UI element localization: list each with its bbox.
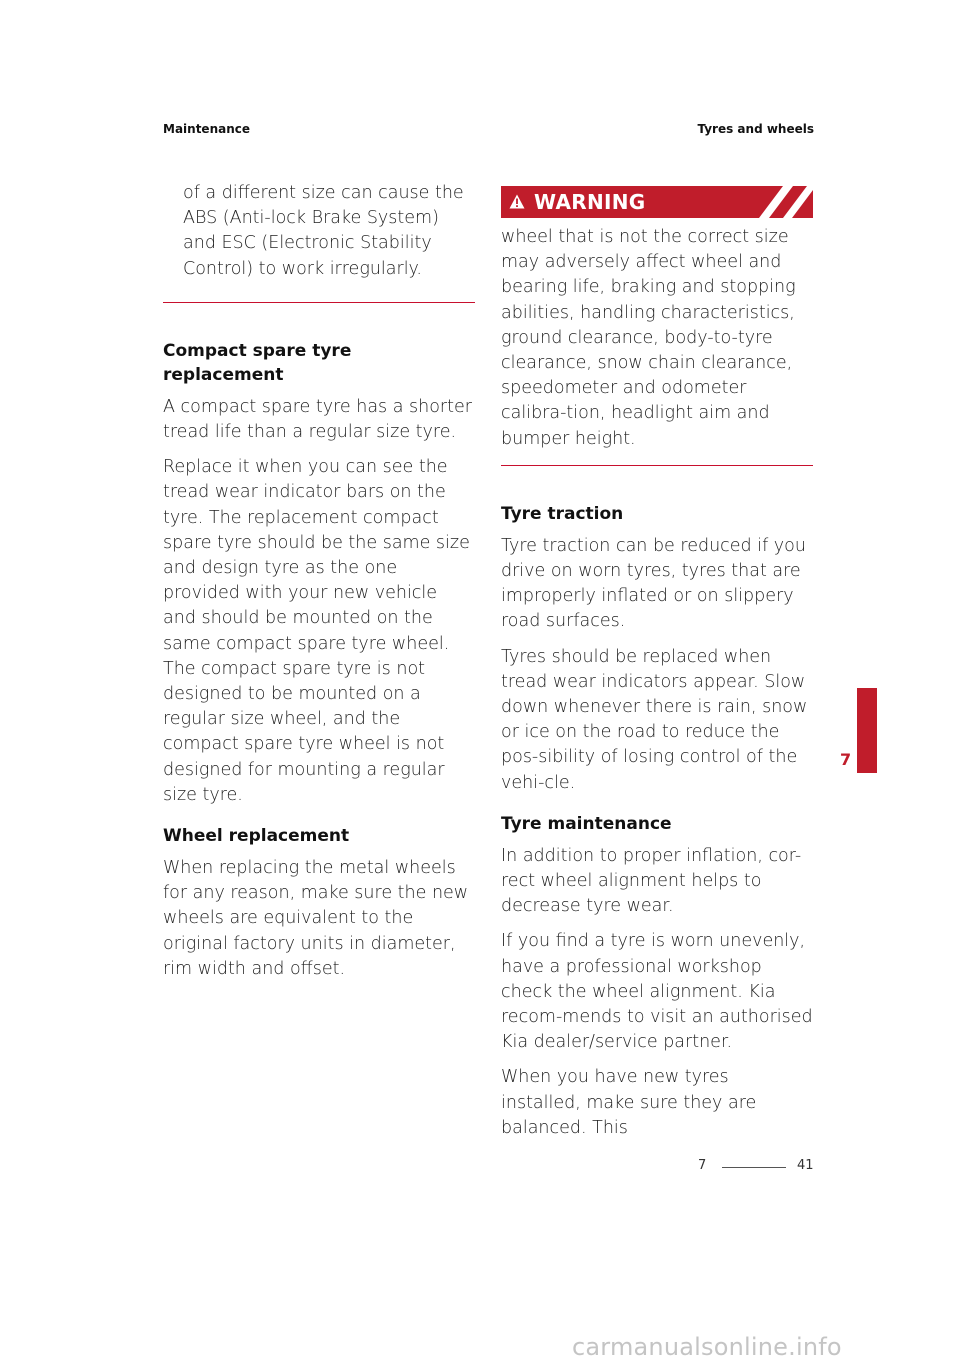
wheel-replacement-paragraph: When replacing the metal wheels for any reason, make sure the new wheels are equivalent to the original factory units in diameter, rim width and offset. <box>163 858 469 979</box>
left-column <box>163 181 475 992</box>
footer-divider <box>722 1167 786 1168</box>
header-section: Maintenance <box>163 122 251 136</box>
warning-text: wheel that is not the correct size may adversely affect wheel and bearing life, braking and stopping abilities, handling characteristics, ground clearance, body-to-tyre clearance, snow chain clearance, speedometer and odometer calibra-tion, headlight aim and bumper height. <box>501 227 796 449</box>
compact-spare-heading: Compact spare tyre replacement <box>163 340 352 385</box>
wheel-replacement-heading: Wheel replacement <box>163 826 350 847</box>
warning-triangle-icon <box>509 194 525 209</box>
tyre-traction-paragraph-1: Tyre traction can be reduced if you drive on worn tyres, tyres that are improperly inflated or on slippery road surfaces. <box>501 535 806 632</box>
warning-stripes <box>753 186 813 218</box>
tyre-traction-paragraph-2: Tyres should be replaced when tread wear indicators appear. Slow down whenever there is rain, snow or ice on the road to reduce the pos-sibility of losing control of the vehi-cle. <box>501 646 808 793</box>
compact-spare-paragraph-2: Replace it when you can see the tread wear indicator bars on the tyre. The replacement compact spare tyre should be the same size and design tyre as the one provided with your new vehicle and should be mounted on the same compact spare tyre wheel. The compact spare tyre is not designed to be mounted on a regular size wheel, and the compact spare tyre wheel is not designed for mounting a regular size tyre. <box>163 457 470 805</box>
right-column <box>501 186 813 1151</box>
tyre-maintenance-paragraph-3: When you have new tyres installed, make sure they are balanced. This <box>501 1067 757 1138</box>
footer-chapter: 7 <box>698 1158 707 1173</box>
chapter-side-number: 7 <box>840 750 852 769</box>
watermark: carmanualsonline.info <box>572 1333 842 1361</box>
warning-title: WARNING <box>534 190 646 214</box>
tyre-maintenance-paragraph-2: If you find a tyre is worn unevenly, have a professional workshop check the wheel alignment. Kia recom-mends to visit an authorised Kia dealer/service partner. <box>501 931 813 1053</box>
warning-banner <box>501 186 813 218</box>
page-number: 41 <box>797 1158 814 1173</box>
tyre-traction-heading: Tyre traction <box>501 503 624 524</box>
compact-spare-paragraph-1: A compact spare tyre has a shorter tread life than a regular size tyre. <box>163 396 472 443</box>
continuation-text: of a different size can cause the ABS (Anti-lock Brake System) and ESC (Electronic Stability Control) to work irregularly. <box>183 183 464 279</box>
chapter-side-tab <box>857 688 877 773</box>
tyre-maintenance-heading: Tyre maintenance <box>501 813 672 834</box>
header-topic: Tyres and wheels <box>697 122 814 136</box>
section-divider <box>163 302 475 303</box>
tyre-maintenance-paragraph-1: In addition to proper inflation, cor-rect wheel alignment helps to decrease tyre wear. <box>501 845 802 917</box>
warning-end-divider <box>501 465 813 466</box>
